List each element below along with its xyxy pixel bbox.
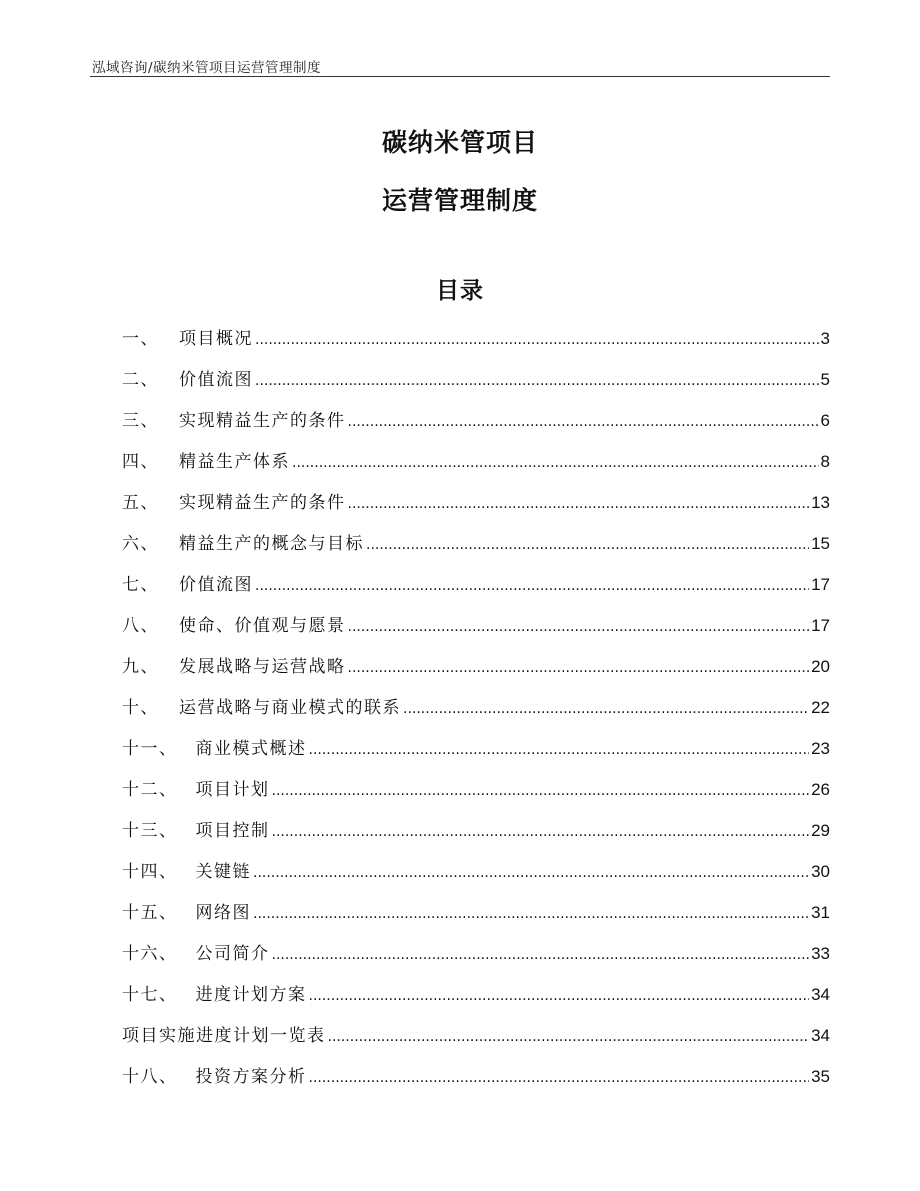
- toc-entry[interactable]: [122, 734, 830, 775]
- header-divider: [90, 76, 830, 77]
- toc-entry[interactable]: [122, 365, 830, 406]
- toc-leader-dots: [292, 455, 819, 471]
- toc-leader-dots: [272, 783, 810, 799]
- toc-entry-number: 六、: [122, 534, 159, 554]
- toc-entry-label: 网络图: [195, 903, 251, 923]
- toc-entry[interactable]: [122, 1062, 830, 1103]
- toc-entry-number: 四、: [122, 452, 159, 472]
- toc-entry-page: 8: [820, 452, 830, 471]
- toc-entry-page: 22: [811, 698, 830, 717]
- toc-entry-page: 29: [811, 821, 830, 840]
- toc-heading: 目录: [436, 278, 484, 304]
- toc-entry-page: 20: [811, 657, 830, 676]
- toc-entry-label: 项目实施进度计划一览表: [122, 1026, 326, 1046]
- toc-entry-number: 十六、: [122, 944, 178, 964]
- toc-entry-number: 一、: [122, 329, 159, 349]
- toc-entry[interactable]: [122, 406, 830, 447]
- toc-leader-dots: [253, 906, 809, 922]
- toc-entry[interactable]: [122, 816, 830, 857]
- toc-entry-page: 34: [811, 985, 830, 1004]
- toc-entry[interactable]: [122, 775, 830, 816]
- toc-entry-number: 十五、: [122, 903, 178, 923]
- toc-leader-dots: [403, 701, 809, 717]
- toc-entry-label: 项目计划: [195, 780, 270, 800]
- toc-entry-number: 十二、: [122, 780, 178, 800]
- toc-entry-page: 6: [820, 411, 830, 430]
- toc-entry-label: 精益生产的概念与目标: [179, 534, 364, 554]
- toc-entry-number: 八、: [122, 616, 159, 636]
- toc-entry-number: 十、: [122, 698, 159, 718]
- toc-entry-number: 七、: [122, 575, 159, 595]
- toc-entry-page: 17: [811, 616, 830, 635]
- toc-entry-label: 进度计划方案: [195, 985, 307, 1005]
- toc-entry-label: 价值流图: [179, 575, 253, 595]
- toc-entry-label: 关键链: [195, 862, 251, 882]
- table-of-contents: [122, 324, 830, 1103]
- toc-entry-number: 十一、: [122, 739, 178, 759]
- toc-entry-number: 十四、: [122, 862, 178, 882]
- toc-entry-page: 31: [811, 903, 830, 922]
- toc-entry[interactable]: [122, 1021, 830, 1062]
- toc-entry-page: 33: [811, 944, 830, 963]
- toc-entry[interactable]: [122, 324, 830, 365]
- toc-entry[interactable]: [122, 570, 830, 611]
- toc-entry-label: 精益生产体系: [179, 452, 290, 472]
- toc-entry-number: 十八、: [122, 1067, 178, 1087]
- toc-entry-number: 五、: [122, 493, 159, 513]
- toc-entry-number: 三、: [122, 411, 159, 431]
- toc-leader-dots: [272, 947, 810, 963]
- document-title-line-1: 碳纳米管项目: [381, 128, 538, 157]
- toc-entry-label: 项目控制: [195, 821, 270, 841]
- toc-entry[interactable]: [122, 857, 830, 898]
- toc-leader-dots: [309, 742, 810, 758]
- running-header: 泓域咨询/碳纳米管项目运营管理制度: [92, 60, 322, 76]
- toc-leader-dots: [255, 373, 819, 389]
- toc-entry-page: 23: [811, 739, 830, 758]
- toc-entry-label: 项目概况: [179, 329, 253, 349]
- toc-leader-dots: [309, 988, 810, 1004]
- toc-entry-label: 公司简介: [195, 944, 270, 964]
- toc-entry-label: 商业模式概述: [195, 739, 307, 759]
- toc-entry-number: 十七、: [122, 985, 178, 1005]
- toc-entry-page: 5: [820, 370, 830, 389]
- toc-entry-page: 13: [811, 493, 830, 512]
- toc-entry-page: 34: [811, 1026, 830, 1045]
- toc-entry-label: 使命、价值观与愿景: [179, 616, 346, 636]
- toc-entry-label: 实现精益生产的条件: [179, 493, 346, 513]
- toc-leader-dots: [348, 660, 810, 676]
- toc-entry-page: 15: [811, 534, 830, 553]
- toc-entry[interactable]: [122, 447, 830, 488]
- toc-entry-number: 二、: [122, 370, 159, 390]
- toc-leader-dots: [255, 578, 809, 594]
- toc-entry-number: 九、: [122, 657, 159, 677]
- toc-entry[interactable]: [122, 693, 830, 734]
- toc-entry[interactable]: [122, 488, 830, 529]
- toc-entry-number: 十三、: [122, 821, 178, 841]
- toc-entry[interactable]: [122, 939, 830, 980]
- toc-entry[interactable]: [122, 898, 830, 939]
- toc-entry-label: 发展战略与运营战略: [179, 657, 346, 677]
- toc-entry-page: 35: [811, 1067, 830, 1086]
- toc-leader-dots: [328, 1029, 810, 1045]
- toc-entry-label: 运营战略与商业模式的联系: [179, 698, 401, 718]
- document-title-line-2: 运营管理制度: [381, 186, 538, 215]
- toc-entry-page: 26: [811, 780, 830, 799]
- toc-leader-dots: [348, 414, 819, 430]
- toc-entry-label: 价值流图: [179, 370, 253, 390]
- toc-leader-dots: [309, 1070, 810, 1086]
- toc-leader-dots: [255, 332, 819, 348]
- toc-entry[interactable]: [122, 652, 830, 693]
- toc-leader-dots: [366, 537, 809, 553]
- toc-leader-dots: [253, 865, 809, 881]
- toc-entry[interactable]: [122, 529, 830, 570]
- toc-entry-label: 实现精益生产的条件: [179, 411, 346, 431]
- toc-entry-page: 3: [820, 329, 830, 348]
- toc-leader-dots: [348, 496, 810, 512]
- toc-leader-dots: [348, 619, 810, 635]
- toc-entry-page: 30: [811, 862, 830, 881]
- toc-entry[interactable]: [122, 980, 830, 1021]
- toc-leader-dots: [272, 824, 810, 840]
- toc-entry-label: 投资方案分析: [195, 1067, 307, 1087]
- toc-entry-page: 17: [811, 575, 830, 594]
- toc-entry[interactable]: [122, 611, 830, 652]
